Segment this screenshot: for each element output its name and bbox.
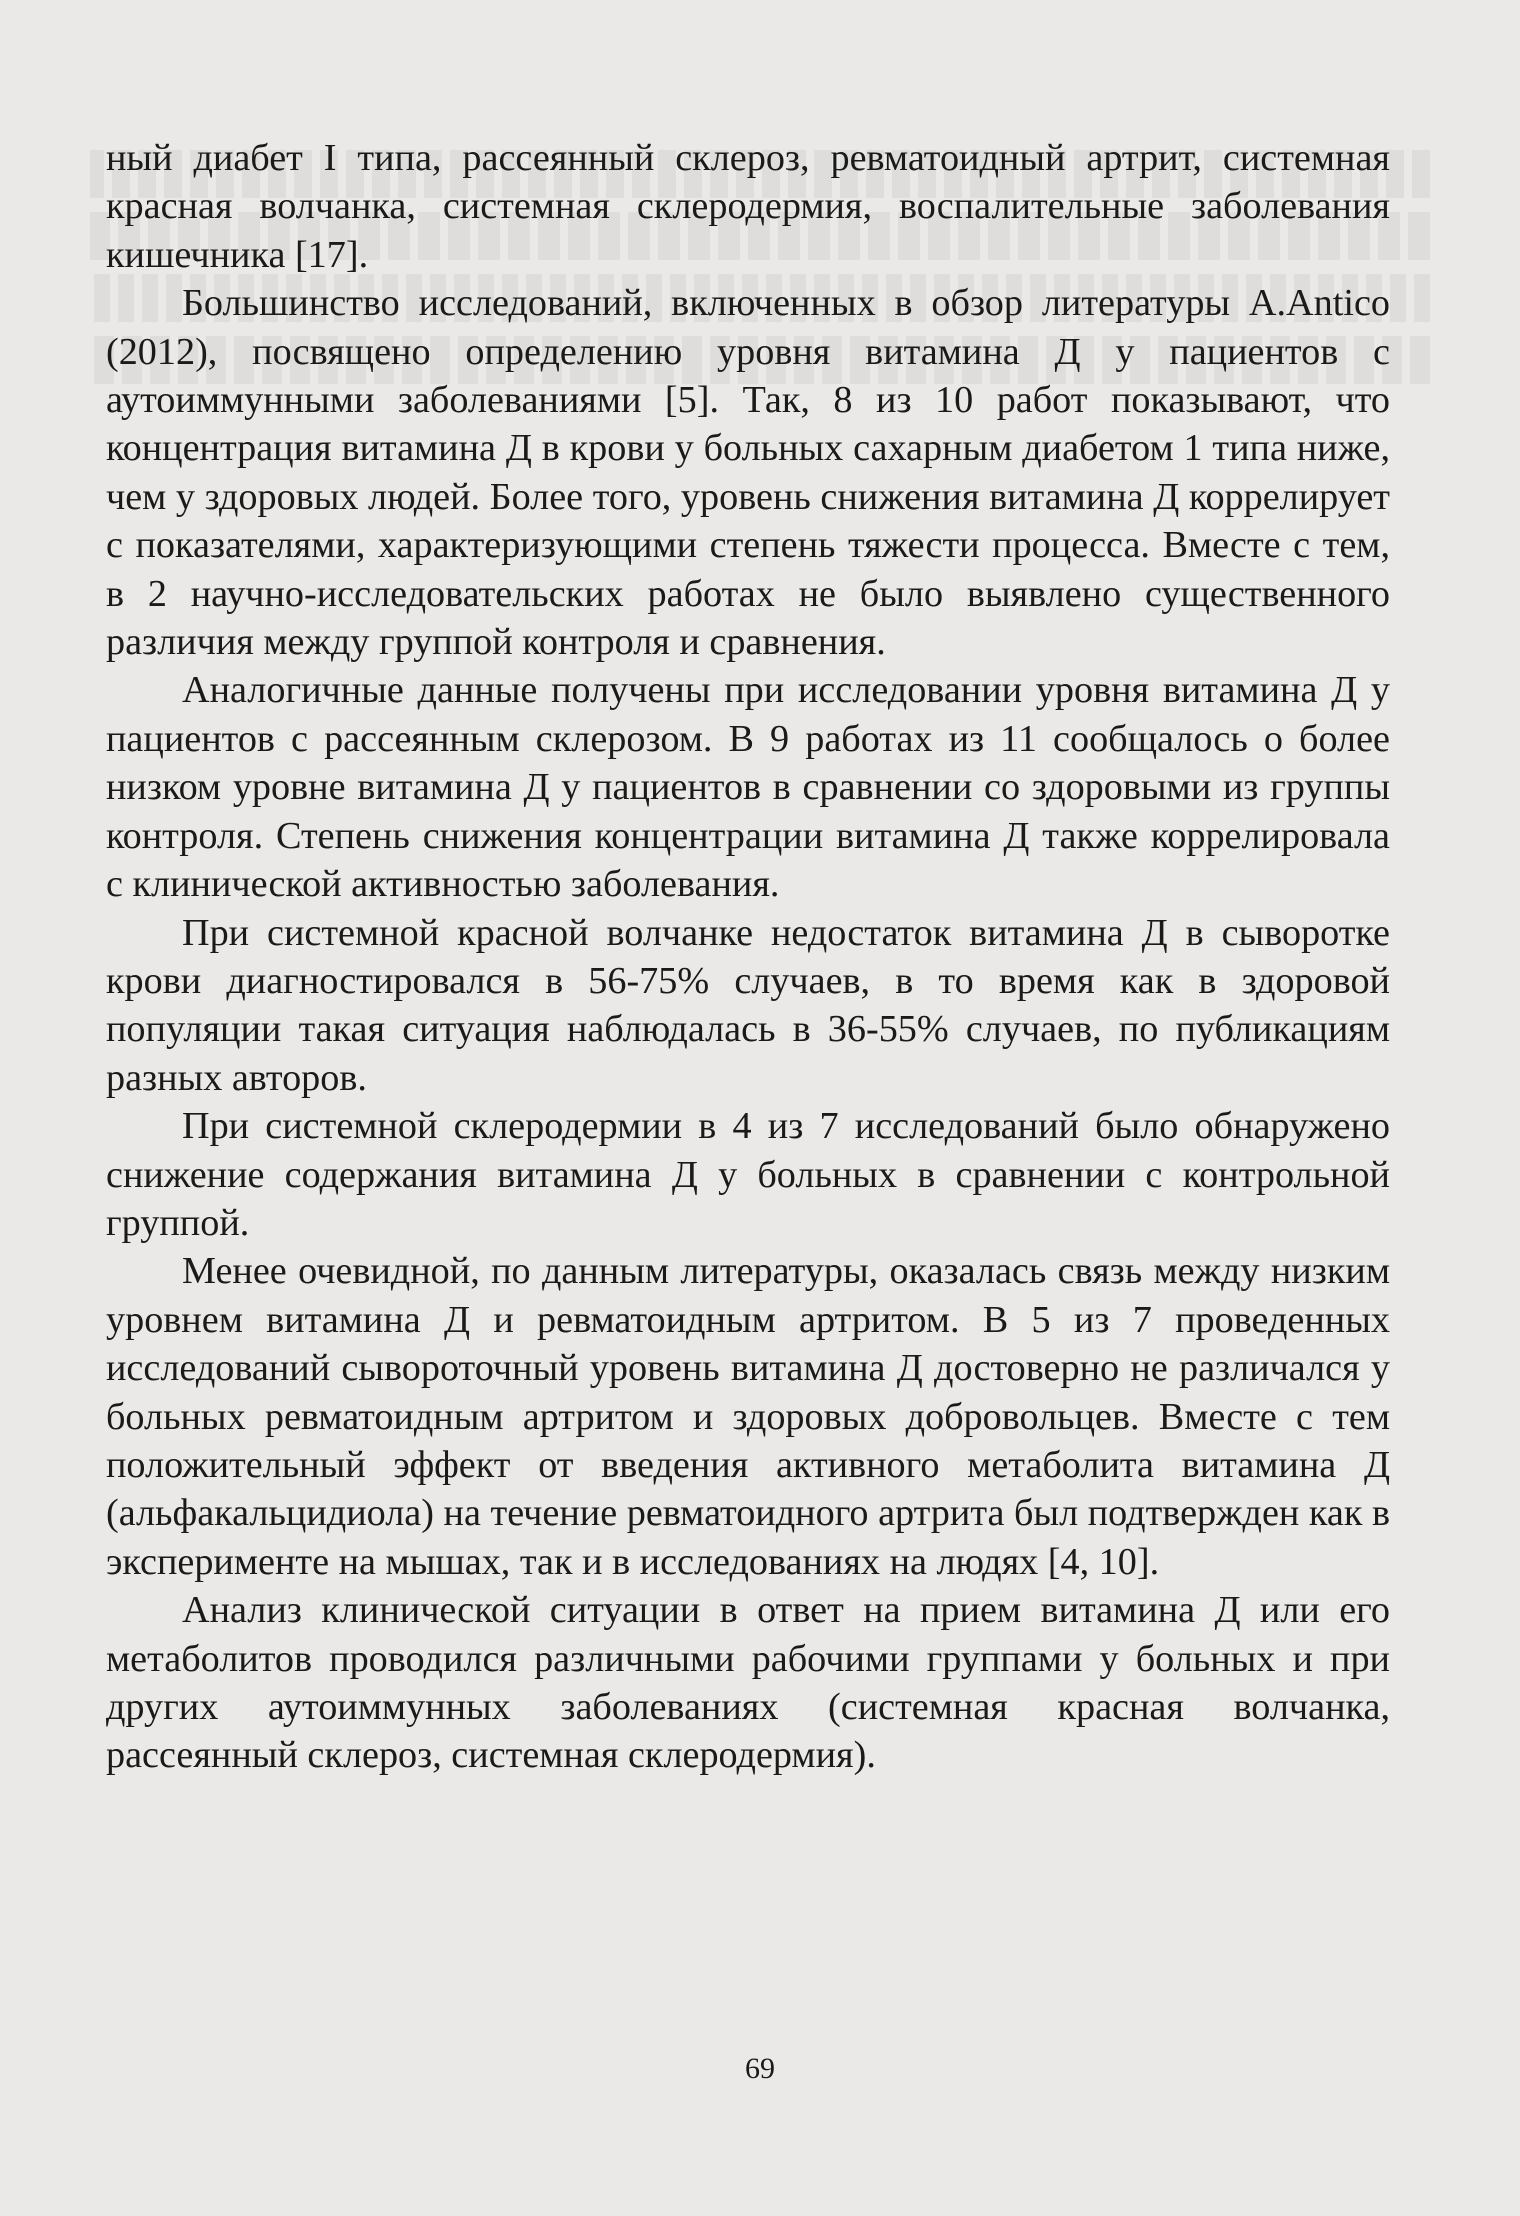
- paragraph-clinical-analysis: Анализ клинической ситуации в ответ на прием витамина Д или его метаболитов проводился различными рабочими группами у больных и при других аутоиммунных заболеваниях (системная красная волчанка, рассеянный склероз, системная склеродермия).: [106, 1589, 1390, 1777]
- paragraph-continued: ный диабет I типа, рассеянный склероз, ревматоидный артрит, системная красная волчанка, системная склеродермия, воспалительные заболевания кишечника [17].: [106, 137, 1390, 276]
- paragraph-lupus: При системной красной волчанке недостаток витамина Д в сыворотке крови диагностировался в 56-75% случаев, в то время как в здоровой популяции такая ситуация наблюдалась в 36-55% случаев, по публикациям разных авторов.: [106, 911, 1390, 1099]
- page-number: 69: [745, 2052, 775, 2085]
- paragraph-multiple-sclerosis: Аналогичные данные получены при исследовании уровня витамина Д у пациентов с рассеянным склерозом. В 9 работах из 11 сообщалось о более низком уровне витамина Д у пациентов в сравнении со здоровыми из группы контроля. Степень снижения концентрации витамина Д также коррелировала с клинической активностью заболевания.: [106, 669, 1390, 906]
- paragraph-rheumatoid-arthritis: Менее очевидной, по данным литературы, оказалась связь между низким уровнем витамина Д и ревматоидным артритом. В 5 из 7 проведенных исследований сывороточный уровень витамина Д достоверно не различался у больных ревматоидным артритом и здоровых добровольцев. Вместе с тем положительный эффект от введения активного метаболита витамина Д (альфакальцидиола) на течение ревматоидного артрита был подтвержден как в эксперименте на мышах, так и в исследованиях на людях [4, 10].: [106, 1250, 1390, 1583]
- paragraph-antico-review: Большинство исследований, включенных в обзор литературы A.Antico (2012), посвящено определению уровня витамина Д у пациентов с аутоиммунными заболеваниями [5]. Так, 8 из 10 работ показывают, что концентрация витамина Д в крови у больных сахарным диабетом 1 типа ниже, чем у здоровых людей. Более того, уровень снижения витамина Д коррелирует с показателями, характеризующими степень тяжести процесса. Вместе с тем, в 2 научно-исследовательских работах не было выявлено существенного различия между группой контроля и сравнения.: [106, 282, 1390, 664]
- paragraph-scleroderma: При системной склеродермии в 4 из 7 исследований было обнаружено снижение содержания витамина Д у больных в сравнении с контрольной группой.: [106, 1105, 1390, 1244]
- body-text: [106, 134, 1390, 1780]
